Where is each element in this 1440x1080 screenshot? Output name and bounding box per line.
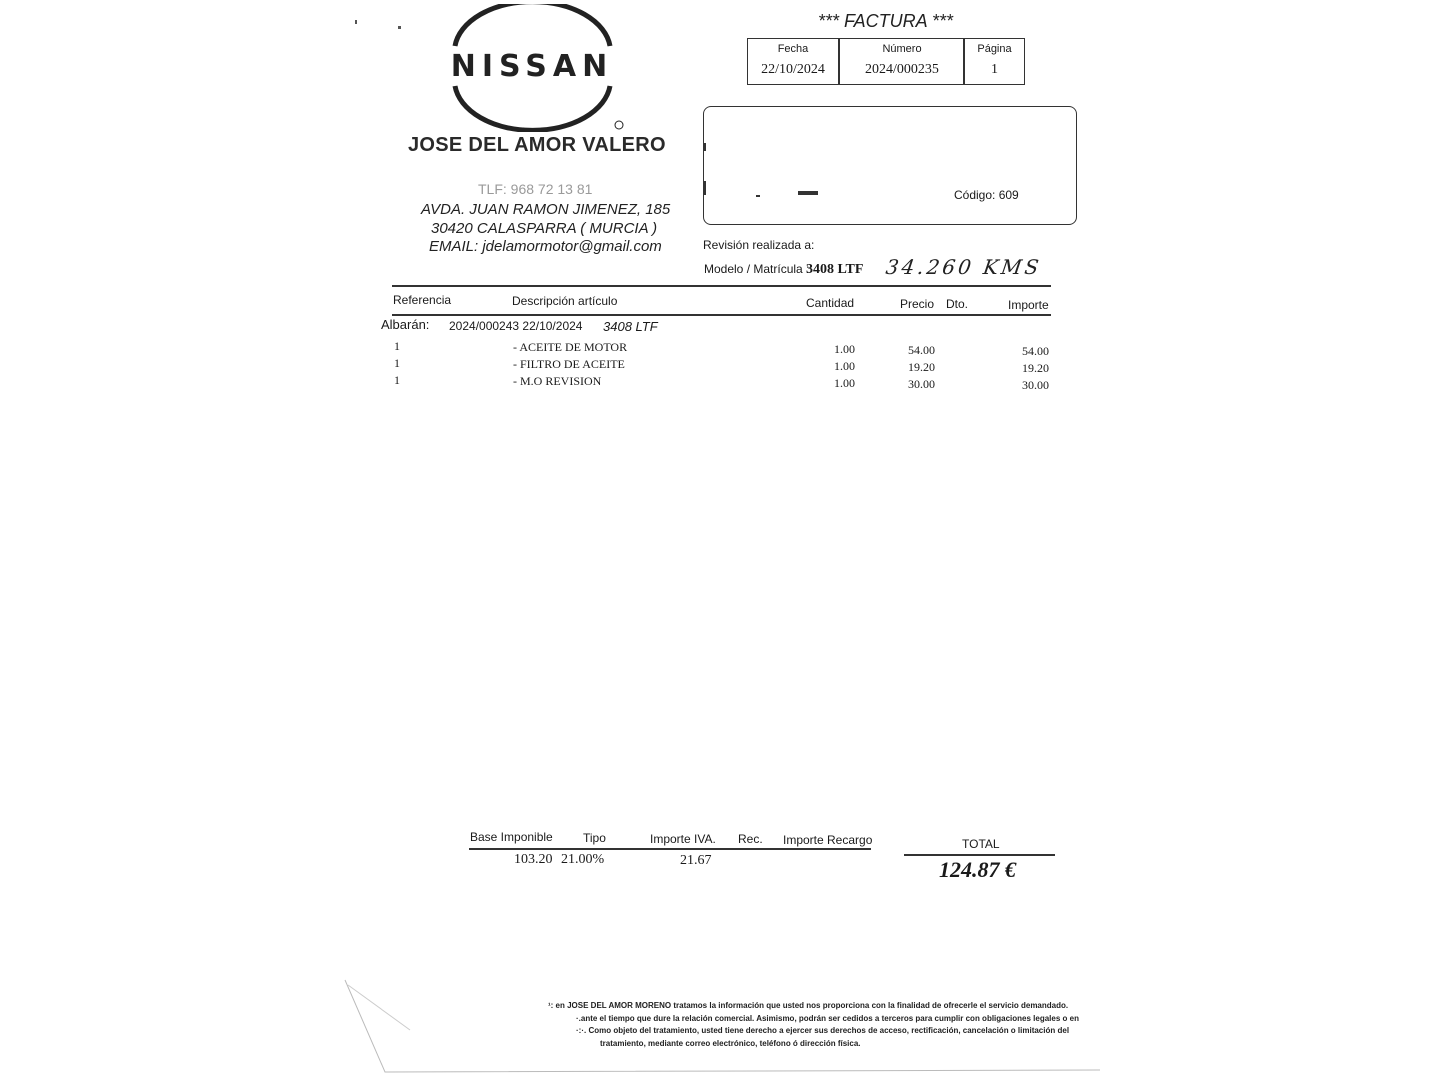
row-importe: 30.00 (1022, 378, 1049, 392)
importe-recargo-label: Importe Recargo (783, 833, 873, 847)
table-top-rule (392, 285, 1051, 287)
col-dto: Dto. (946, 297, 969, 311)
company-address-line2: 30420 CALASPARRA ( MURCIA ) (431, 220, 658, 237)
tipo-label: Tipo (583, 831, 606, 845)
row-importe: 54.00 (1022, 344, 1049, 358)
col-cantidad: Cantidad (806, 296, 855, 310)
row-precio: 54.00 (908, 343, 935, 357)
modelo-label: Modelo / Matrícula : (704, 262, 810, 276)
vehicle-plate: 3408 LTF (806, 262, 864, 277)
revision-label: Revisión realizada a: (703, 238, 815, 252)
total-rule (904, 854, 1055, 856)
pagina-cell (965, 39, 1024, 84)
fecha-value: 22/10/2024 (761, 62, 825, 77)
legal-line: ¹: en JOSE DEL AMOR MORENO tratamos la información que usted nos proporciona con la finalidad de ofrecerle el servicio demandado. (548, 1001, 1069, 1010)
logo-text: NISSAN (450, 49, 614, 84)
client-box (703, 106, 1077, 225)
row-ref: 1 (394, 339, 400, 353)
company-name: JOSE DEL AMOR VALERO (408, 134, 666, 156)
pagina-value: 1 (991, 62, 998, 77)
importe-iva-label: Importe IVA. (650, 832, 716, 846)
importe-iva-value: 21.67 (680, 853, 712, 868)
numero-value: 2024/000235 (865, 62, 939, 77)
redaction-mark (798, 191, 818, 195)
base-imponible-label: Base Imponible (470, 830, 553, 844)
legal-line: ·:·. Como objeto del tratamiento, usted tiene derecho a ejercer sus derechos de acceso, rectificación, cancelación o limitación del (576, 1026, 1070, 1035)
company-phone: TLF: 968 72 13 81 (478, 181, 593, 197)
base-imponible-value: 103.20 (514, 852, 553, 867)
scan-mark (355, 20, 357, 24)
row-desc: - FILTRO DE ACEITE (513, 357, 625, 371)
legal-line: ·.ante el tiempo que dure la relación comercial. Asimismo, podrán ser cedidos a terceros para cumplir con obligaciones legales o en (576, 1013, 1079, 1023)
albaran-label: Albarán: (381, 317, 430, 332)
fecha-cell (748, 39, 838, 84)
redaction-mark (704, 181, 706, 195)
row-cantidad: 1.00 (834, 376, 855, 390)
row-cantidad: 1.00 (834, 359, 855, 373)
albaran-plate: 3408 LTF (603, 319, 658, 334)
scan-mark (398, 26, 401, 29)
invoice-header-table (747, 38, 1025, 85)
client-code: Código: 609 (954, 188, 1019, 202)
legal-line: tratamiento, mediante correo electrónico, teléfono ó dirección física. (600, 1038, 861, 1048)
row-precio: 19.20 (908, 360, 935, 374)
fecha-label: Fecha (777, 43, 809, 55)
row-precio: 30.00 (908, 377, 935, 391)
col-referencia: Referencia (393, 293, 452, 307)
row-ref: 1 (394, 373, 400, 387)
row-desc: - M.O REVISION (513, 374, 602, 388)
pagina-label: Página (977, 43, 1012, 55)
row-desc: - ACEITE DE MOTOR (513, 340, 628, 354)
total-label: TOTAL (962, 837, 1000, 851)
totals-rule (469, 848, 871, 850)
table-header-rule (392, 314, 1051, 316)
total-value: 124.87 € (939, 857, 1016, 882)
row-cantidad: 1.00 (834, 342, 855, 356)
redaction-mark (704, 143, 706, 151)
row-importe: 19.20 (1022, 361, 1049, 375)
numero-cell (840, 39, 964, 84)
col-importe: Importe (1008, 298, 1049, 312)
tipo-value: 21.00% (561, 852, 605, 867)
invoice-title: *** FACTURA *** (818, 11, 954, 31)
albaran-number-date: 2024/000243 22/10/2024 (449, 319, 583, 333)
redaction-mark (756, 195, 760, 197)
numero-label: Número (882, 43, 922, 55)
handwritten-km: 34.260 KMS (884, 255, 1044, 279)
rec-label: Rec. (738, 832, 763, 846)
col-descripcion: Descripción artículo (512, 294, 618, 308)
row-ref: 1 (394, 356, 400, 370)
col-precio: Precio (900, 297, 935, 311)
legal-notice (548, 1000, 1079, 1050)
company-address-line1: AVDA. JUAN RAMON JIMENEZ, 185 (421, 201, 671, 218)
company-email: EMAIL: jdelamormotor@gmail.com (429, 238, 662, 255)
nissan-logo (425, 4, 640, 132)
